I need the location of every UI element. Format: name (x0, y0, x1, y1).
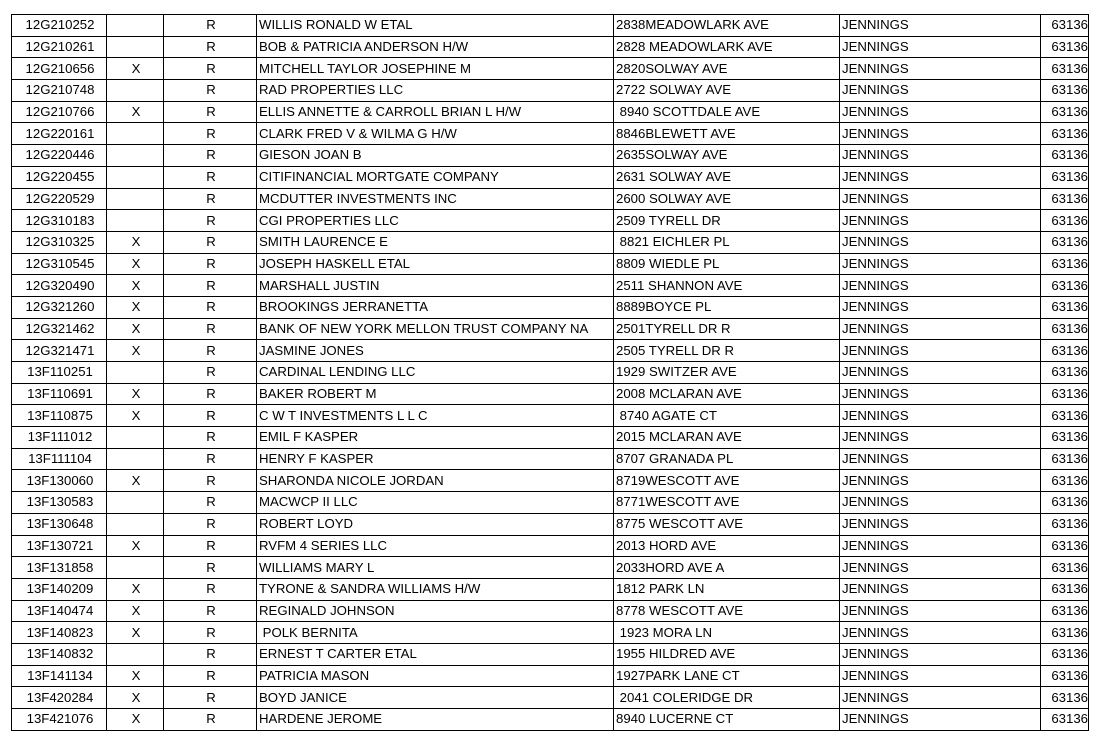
owner-name-cell: POLK BERNITA (257, 622, 614, 644)
table-row (12, 362, 1089, 384)
flag-cell (107, 80, 164, 102)
parcel-id-cell: 12G220529 (12, 188, 107, 210)
table-row (12, 166, 1089, 188)
property-address-cell: 8719WESCOTT AVE (614, 470, 840, 492)
flag-cell (107, 492, 164, 514)
flag-cell (107, 362, 164, 384)
table-row (12, 80, 1089, 102)
zip-code-cell: 63136 (1041, 448, 1089, 470)
flag-cell: X (107, 600, 164, 622)
parcel-id-cell: 13F111012 (12, 427, 107, 449)
zip-code-cell: 63136 (1041, 231, 1089, 253)
class-code-cell: R (164, 318, 257, 340)
property-address-cell: 1812 PARK LN (614, 578, 840, 600)
class-code-cell: R (164, 492, 257, 514)
class-code-cell: R (164, 296, 257, 318)
city-cell: JENNINGS (840, 231, 1041, 253)
class-code-cell: R (164, 470, 257, 492)
property-address-cell: 8889BOYCE PL (614, 296, 840, 318)
class-code-cell: R (164, 448, 257, 470)
owner-name-cell: PATRICIA MASON (257, 665, 614, 687)
class-code-cell: R (164, 687, 257, 709)
parcel-id-cell: 12G210748 (12, 80, 107, 102)
class-code-cell: R (164, 188, 257, 210)
city-cell: JENNINGS (840, 123, 1041, 145)
city-cell: JENNINGS (840, 253, 1041, 275)
class-code-cell: R (164, 80, 257, 102)
property-address-cell: 2631 SOLWAY AVE (614, 166, 840, 188)
city-cell: JENNINGS (840, 709, 1041, 731)
zip-code-cell: 63136 (1041, 101, 1089, 123)
class-code-cell: R (164, 665, 257, 687)
table-row (12, 123, 1089, 145)
property-address-cell: 8740 AGATE CT (614, 405, 840, 427)
parcel-id-cell: 12G321462 (12, 318, 107, 340)
city-cell: JENNINGS (840, 622, 1041, 644)
city-cell: JENNINGS (840, 145, 1041, 167)
zip-code-cell: 63136 (1041, 427, 1089, 449)
table-row (12, 36, 1089, 58)
parcel-id-cell: 13F421076 (12, 709, 107, 731)
flag-cell (107, 15, 164, 37)
parcel-id-cell: 13F140823 (12, 622, 107, 644)
table-row (12, 513, 1089, 535)
city-cell: JENNINGS (840, 448, 1041, 470)
table-row (12, 188, 1089, 210)
table-row (12, 210, 1089, 232)
table-row (12, 665, 1089, 687)
table-row (12, 600, 1089, 622)
city-cell: JENNINGS (840, 600, 1041, 622)
zip-code-cell: 63136 (1041, 318, 1089, 340)
class-code-cell: R (164, 15, 257, 37)
class-code-cell: R (164, 101, 257, 123)
class-code-cell: R (164, 340, 257, 362)
parcel-id-cell: 12G310545 (12, 253, 107, 275)
flag-cell (107, 448, 164, 470)
property-address-cell: 2828 MEADOWLARK AVE (614, 36, 840, 58)
owner-name-cell: CITIFINANCIAL MORTGATE COMPANY (257, 166, 614, 188)
property-address-cell: 8846BLEWETT AVE (614, 123, 840, 145)
property-address-cell: 2008 MCLARAN AVE (614, 383, 840, 405)
owner-name-cell: WILLIS RONALD W ETAL (257, 15, 614, 37)
table-row (12, 145, 1089, 167)
table-row (12, 709, 1089, 731)
zip-code-cell: 63136 (1041, 36, 1089, 58)
owner-name-cell: C W T INVESTMENTS L L C (257, 405, 614, 427)
property-address-cell: 8821 EICHLER PL (614, 231, 840, 253)
parcel-id-cell: 13F130648 (12, 513, 107, 535)
flag-cell: X (107, 405, 164, 427)
zip-code-cell: 63136 (1041, 58, 1089, 80)
owner-name-cell: WILLIAMS MARY L (257, 557, 614, 579)
parcel-id-cell: 12G210252 (12, 15, 107, 37)
owner-name-cell: ELLIS ANNETTE & CARROLL BRIAN L H/W (257, 101, 614, 123)
property-address-cell: 1955 HILDRED AVE (614, 643, 840, 665)
owner-name-cell: MARSHALL JUSTIN (257, 275, 614, 297)
property-address-cell: 2722 SOLWAY AVE (614, 80, 840, 102)
class-code-cell: R (164, 709, 257, 731)
flag-cell: X (107, 275, 164, 297)
city-cell: JENNINGS (840, 58, 1041, 80)
zip-code-cell: 63136 (1041, 470, 1089, 492)
class-code-cell: R (164, 643, 257, 665)
property-address-cell: 1927PARK LANE CT (614, 665, 840, 687)
city-cell: JENNINGS (840, 513, 1041, 535)
table-row (12, 15, 1089, 37)
city-cell: JENNINGS (840, 210, 1041, 232)
city-cell: JENNINGS (840, 643, 1041, 665)
parcel-id-cell: 13F111104 (12, 448, 107, 470)
owner-name-cell: CLARK FRED V & WILMA G H/W (257, 123, 614, 145)
property-address-cell: 2041 COLERIDGE DR (614, 687, 840, 709)
owner-name-cell: JASMINE JONES (257, 340, 614, 362)
zip-code-cell: 63136 (1041, 492, 1089, 514)
table-row (12, 231, 1089, 253)
flag-cell: X (107, 318, 164, 340)
records-body (12, 15, 1089, 731)
owner-name-cell: EMIL F KASPER (257, 427, 614, 449)
zip-code-cell: 63136 (1041, 557, 1089, 579)
class-code-cell: R (164, 275, 257, 297)
city-cell: JENNINGS (840, 362, 1041, 384)
owner-name-cell: TYRONE & SANDRA WILLIAMS H/W (257, 578, 614, 600)
class-code-cell: R (164, 166, 257, 188)
city-cell: JENNINGS (840, 188, 1041, 210)
flag-cell (107, 557, 164, 579)
property-records-sheet (11, 14, 1089, 731)
parcel-id-cell: 12G210261 (12, 36, 107, 58)
class-code-cell: R (164, 210, 257, 232)
flag-cell: X (107, 253, 164, 275)
zip-code-cell: 63136 (1041, 123, 1089, 145)
property-address-cell: 8707 GRANADA PL (614, 448, 840, 470)
parcel-id-cell: 13F420284 (12, 687, 107, 709)
owner-name-cell: CARDINAL LENDING LLC (257, 362, 614, 384)
city-cell: JENNINGS (840, 36, 1041, 58)
zip-code-cell: 63136 (1041, 253, 1089, 275)
class-code-cell: R (164, 578, 257, 600)
property-address-cell: 2820SOLWAY AVE (614, 58, 840, 80)
flag-cell: X (107, 231, 164, 253)
flag-cell: X (107, 687, 164, 709)
owner-name-cell: ROBERT LOYD (257, 513, 614, 535)
zip-code-cell: 63136 (1041, 166, 1089, 188)
class-code-cell: R (164, 253, 257, 275)
table-row (12, 405, 1089, 427)
property-address-cell: 2635SOLWAY AVE (614, 145, 840, 167)
property-address-cell: 8778 WESCOTT AVE (614, 600, 840, 622)
zip-code-cell: 63136 (1041, 600, 1089, 622)
owner-name-cell: BOYD JANICE (257, 687, 614, 709)
property-address-cell: 2505 TYRELL DR R (614, 340, 840, 362)
flag-cell: X (107, 58, 164, 80)
flag-cell: X (107, 665, 164, 687)
parcel-id-cell: 12G321260 (12, 296, 107, 318)
property-address-cell: 2015 MCLARAN AVE (614, 427, 840, 449)
class-code-cell: R (164, 622, 257, 644)
flag-cell (107, 36, 164, 58)
city-cell: JENNINGS (840, 687, 1041, 709)
class-code-cell: R (164, 600, 257, 622)
property-address-cell: 2501TYRELL DR R (614, 318, 840, 340)
table-row (12, 557, 1089, 579)
parcel-id-cell: 13F110251 (12, 362, 107, 384)
property-address-cell: 8771WESCOTT AVE (614, 492, 840, 514)
zip-code-cell: 63136 (1041, 622, 1089, 644)
flag-cell (107, 427, 164, 449)
property-address-cell: 1923 MORA LN (614, 622, 840, 644)
parcel-id-cell: 12G210656 (12, 58, 107, 80)
property-address-cell: 2509 TYRELL DR (614, 210, 840, 232)
parcel-id-cell: 13F131858 (12, 557, 107, 579)
zip-code-cell: 63136 (1041, 275, 1089, 297)
parcel-id-cell: 13F140209 (12, 578, 107, 600)
flag-cell: X (107, 535, 164, 557)
city-cell: JENNINGS (840, 665, 1041, 687)
class-code-cell: R (164, 405, 257, 427)
owner-name-cell: CGI PROPERTIES LLC (257, 210, 614, 232)
owner-name-cell: MCDUTTER INVESTMENTS INC (257, 188, 614, 210)
zip-code-cell: 63136 (1041, 340, 1089, 362)
owner-name-cell: MITCHELL TAYLOR JOSEPHINE M (257, 58, 614, 80)
zip-code-cell: 63136 (1041, 535, 1089, 557)
class-code-cell: R (164, 513, 257, 535)
zip-code-cell: 63136 (1041, 296, 1089, 318)
owner-name-cell: SHARONDA NICOLE JORDAN (257, 470, 614, 492)
owner-name-cell: HARDENE JEROME (257, 709, 614, 731)
city-cell: JENNINGS (840, 492, 1041, 514)
class-code-cell: R (164, 231, 257, 253)
table-row (12, 296, 1089, 318)
class-code-cell: R (164, 145, 257, 167)
property-address-cell: 2838MEADOWLARK AVE (614, 15, 840, 37)
city-cell: JENNINGS (840, 15, 1041, 37)
zip-code-cell: 63136 (1041, 709, 1089, 731)
owner-name-cell: ERNEST T CARTER ETAL (257, 643, 614, 665)
table-row (12, 535, 1089, 557)
owner-name-cell: RAD PROPERTIES LLC (257, 80, 614, 102)
property-records-table (11, 14, 1089, 731)
flag-cell (107, 188, 164, 210)
owner-name-cell: SMITH LAURENCE E (257, 231, 614, 253)
parcel-id-cell: 12G210766 (12, 101, 107, 123)
owner-name-cell: BOB & PATRICIA ANDERSON H/W (257, 36, 614, 58)
property-address-cell: 8940 LUCERNE CT (614, 709, 840, 731)
property-address-cell: 2511 SHANNON AVE (614, 275, 840, 297)
class-code-cell: R (164, 427, 257, 449)
owner-name-cell: HENRY F KASPER (257, 448, 614, 470)
parcel-id-cell: 13F110875 (12, 405, 107, 427)
zip-code-cell: 63136 (1041, 643, 1089, 665)
parcel-id-cell: 12G220446 (12, 145, 107, 167)
parcel-id-cell: 13F130721 (12, 535, 107, 557)
class-code-cell: R (164, 36, 257, 58)
table-row (12, 470, 1089, 492)
zip-code-cell: 63136 (1041, 210, 1089, 232)
owner-name-cell: BAKER ROBERT M (257, 383, 614, 405)
city-cell: JENNINGS (840, 340, 1041, 362)
property-address-cell: 8940 SCOTTDALE AVE (614, 101, 840, 123)
parcel-id-cell: 13F140474 (12, 600, 107, 622)
table-row (12, 622, 1089, 644)
owner-name-cell: JOSEPH HASKELL ETAL (257, 253, 614, 275)
parcel-id-cell: 12G220161 (12, 123, 107, 145)
city-cell: JENNINGS (840, 578, 1041, 600)
flag-cell: X (107, 578, 164, 600)
flag-cell (107, 166, 164, 188)
parcel-id-cell: 13F110691 (12, 383, 107, 405)
owner-name-cell: GIESON JOAN B (257, 145, 614, 167)
zip-code-cell: 63136 (1041, 578, 1089, 600)
table-row (12, 101, 1089, 123)
property-address-cell: 2013 HORD AVE (614, 535, 840, 557)
class-code-cell: R (164, 58, 257, 80)
parcel-id-cell: 12G320490 (12, 275, 107, 297)
zip-code-cell: 63136 (1041, 513, 1089, 535)
table-row (12, 383, 1089, 405)
city-cell: JENNINGS (840, 318, 1041, 340)
city-cell: JENNINGS (840, 383, 1041, 405)
table-row (12, 687, 1089, 709)
table-row (12, 340, 1089, 362)
property-address-cell: 2033HORD AVE A (614, 557, 840, 579)
owner-name-cell: REGINALD JOHNSON (257, 600, 614, 622)
zip-code-cell: 63136 (1041, 665, 1089, 687)
parcel-id-cell: 13F130583 (12, 492, 107, 514)
flag-cell: X (107, 709, 164, 731)
city-cell: JENNINGS (840, 405, 1041, 427)
parcel-id-cell: 13F141134 (12, 665, 107, 687)
table-row (12, 578, 1089, 600)
owner-name-cell: BANK OF NEW YORK MELLON TRUST COMPANY NA (257, 318, 614, 340)
flag-cell (107, 145, 164, 167)
flag-cell (107, 513, 164, 535)
flag-cell: X (107, 101, 164, 123)
class-code-cell: R (164, 362, 257, 384)
table-row (12, 253, 1089, 275)
table-row (12, 492, 1089, 514)
table-row (12, 58, 1089, 80)
parcel-id-cell: 12G310183 (12, 210, 107, 232)
parcel-id-cell: 13F130060 (12, 470, 107, 492)
zip-code-cell: 63136 (1041, 80, 1089, 102)
parcel-id-cell: 12G321471 (12, 340, 107, 362)
flag-cell (107, 643, 164, 665)
table-row (12, 427, 1089, 449)
table-row (12, 643, 1089, 665)
table-row (12, 275, 1089, 297)
city-cell: JENNINGS (840, 275, 1041, 297)
class-code-cell: R (164, 535, 257, 557)
flag-cell: X (107, 470, 164, 492)
zip-code-cell: 63136 (1041, 687, 1089, 709)
class-code-cell: R (164, 123, 257, 145)
zip-code-cell: 63136 (1041, 145, 1089, 167)
parcel-id-cell: 13F140832 (12, 643, 107, 665)
flag-cell (107, 123, 164, 145)
city-cell: JENNINGS (840, 80, 1041, 102)
property-address-cell: 2600 SOLWAY AVE (614, 188, 840, 210)
city-cell: JENNINGS (840, 101, 1041, 123)
property-address-cell: 8809 WIEDLE PL (614, 253, 840, 275)
class-code-cell: R (164, 557, 257, 579)
city-cell: JENNINGS (840, 557, 1041, 579)
owner-name-cell: RVFM 4 SERIES LLC (257, 535, 614, 557)
zip-code-cell: 63136 (1041, 188, 1089, 210)
parcel-id-cell: 12G220455 (12, 166, 107, 188)
flag-cell: X (107, 622, 164, 644)
owner-name-cell: BROOKINGS JERRANETTA (257, 296, 614, 318)
city-cell: JENNINGS (840, 166, 1041, 188)
property-address-cell: 8775 WESCOTT AVE (614, 513, 840, 535)
zip-code-cell: 63136 (1041, 362, 1089, 384)
parcel-id-cell: 12G310325 (12, 231, 107, 253)
property-address-cell: 1929 SWITZER AVE (614, 362, 840, 384)
zip-code-cell: 63136 (1041, 383, 1089, 405)
city-cell: JENNINGS (840, 535, 1041, 557)
flag-cell: X (107, 340, 164, 362)
flag-cell: X (107, 383, 164, 405)
city-cell: JENNINGS (840, 427, 1041, 449)
table-row (12, 448, 1089, 470)
zip-code-cell: 63136 (1041, 15, 1089, 37)
city-cell: JENNINGS (840, 296, 1041, 318)
flag-cell: X (107, 296, 164, 318)
class-code-cell: R (164, 383, 257, 405)
city-cell: JENNINGS (840, 470, 1041, 492)
flag-cell (107, 210, 164, 232)
owner-name-cell: MACWCP II LLC (257, 492, 614, 514)
table-row (12, 318, 1089, 340)
zip-code-cell: 63136 (1041, 405, 1089, 427)
